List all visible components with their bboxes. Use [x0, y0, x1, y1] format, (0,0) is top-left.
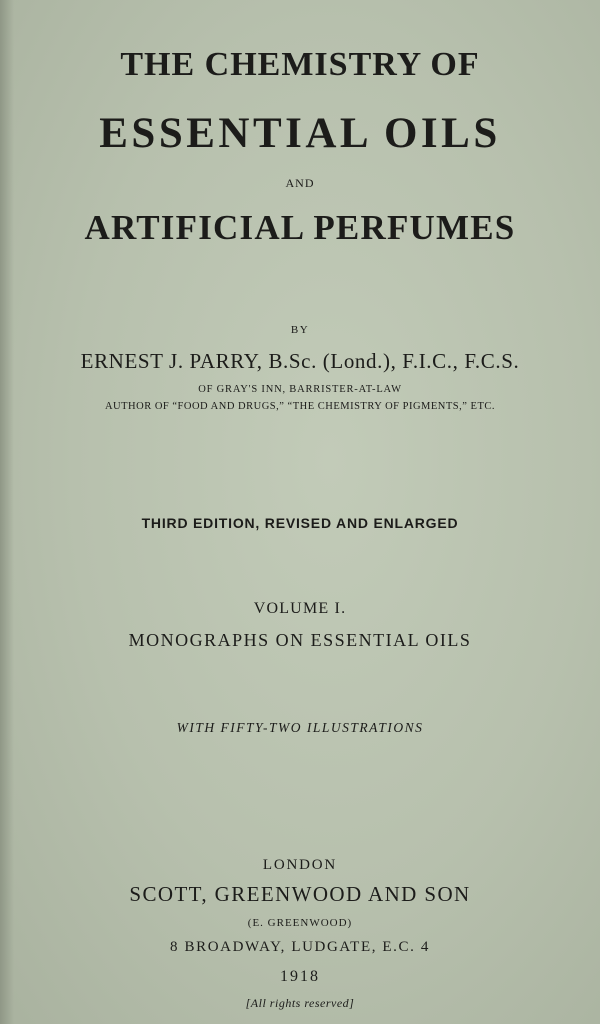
volume-subtitle: MONOGRAPHS ON ESSENTIAL OILS: [128, 630, 472, 650]
title-line-1: THE CHEMISTRY OF: [120, 46, 480, 83]
edition-statement: THIRD EDITION, REVISED AND ENLARGED: [141, 515, 459, 531]
publisher-city: LONDON: [262, 857, 338, 873]
volume-number: VOLUME I.: [253, 600, 347, 617]
title-line-2: ESSENTIAL OILS: [99, 110, 501, 157]
title-line-3: ARTIFICIAL PERFUMES: [84, 208, 516, 247]
illustrations-note: WITH FIFTY-TWO ILLUSTRATIONS: [176, 720, 424, 735]
author-affiliation: OF GRAY'S INN, BARRISTER-AT-LAW: [198, 384, 402, 395]
author-name: ERNEST J. PARRY, B.Sc. (Lond.), F.I.C., F.C.S.: [80, 349, 520, 373]
author-works: AUTHOR OF “FOOD AND DRUGS,” “THE CHEMISTRY OF PIGMENTS,” ETC.: [104, 401, 496, 412]
publisher-address: 8 BROADWAY, LUDGATE, E.C. 4: [170, 939, 430, 955]
by-label: BY: [290, 324, 310, 336]
publisher-name: SCOTT, GREENWOOD AND SON: [129, 882, 471, 906]
rights-notice: [All rights reserved]: [245, 996, 355, 1010]
publication-year: 1918: [280, 968, 320, 985]
publisher-proprietor: (E. GREENWOOD): [247, 917, 353, 929]
title-and: AND: [285, 176, 315, 190]
